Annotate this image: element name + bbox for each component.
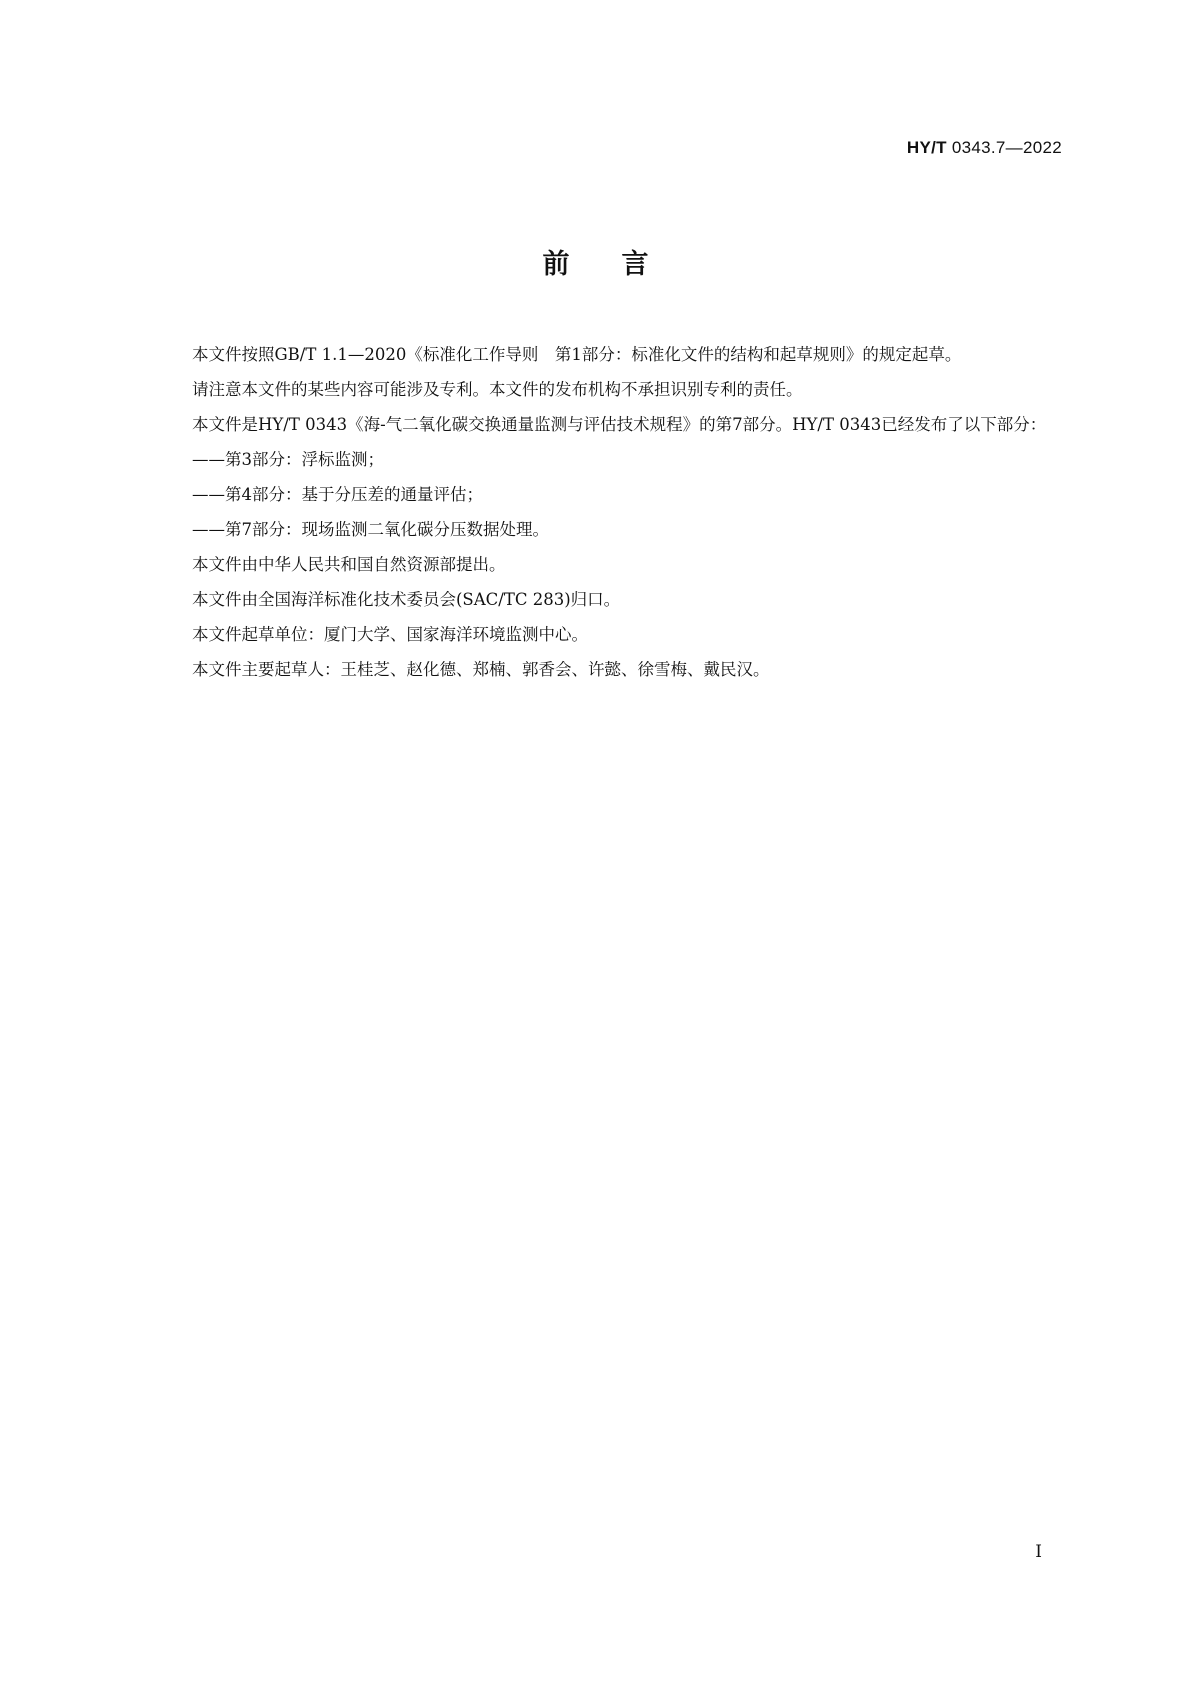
list-item-part-4: ——第4部分：基于分压差的通量评估；: [192, 485, 483, 504]
document-body: [159, 337, 1062, 687]
paragraph-drafting-rules: 本文件按照GB/T 1.1—2020《标准化工作导则 第1部分：标准化文件的结构和起草规则》的规定起草。: [192, 345, 962, 364]
paragraph-managed-by: 本文件由全国海洋标准化技术委员会(SAC/TC 283)归口。: [192, 590, 621, 609]
paragraph-drafters: 本文件主要起草人：王桂芝、赵化德、郑楠、郭香会、许懿、徐雪梅、戴民汉。: [192, 660, 770, 679]
paragraph-proposed-by: 本文件由中华人民共和国自然资源部提出。: [192, 555, 506, 574]
document-code-prefix: HY/T: [906, 138, 947, 157]
document-code-number: 0343.7—2022: [951, 138, 1062, 157]
list-item-part-3: ——第3部分：浮标监测；: [192, 450, 384, 469]
list-item-part-7: ——第7部分：现场监测二氧化碳分压数据处理。: [192, 520, 549, 539]
page-title: 前言: [542, 249, 701, 280]
paragraph-series-info: 本文件是HY/T 0343《海-气二氧化碳交换通量监测与评估技术规程》的第7部分。HY/T 0343已经发布了以下部分：: [192, 415, 1047, 434]
document-code: [907, 138, 1062, 158]
paragraph-drafting-units: 本文件起草单位：厦门大学、国家海洋环境监测中心。: [192, 625, 588, 644]
paragraph-patent-notice: 请注意本文件的某些内容可能涉及专利。本文件的发布机构不承担识别专利的责任。: [192, 380, 803, 399]
page-number: I: [1035, 1542, 1042, 1562]
